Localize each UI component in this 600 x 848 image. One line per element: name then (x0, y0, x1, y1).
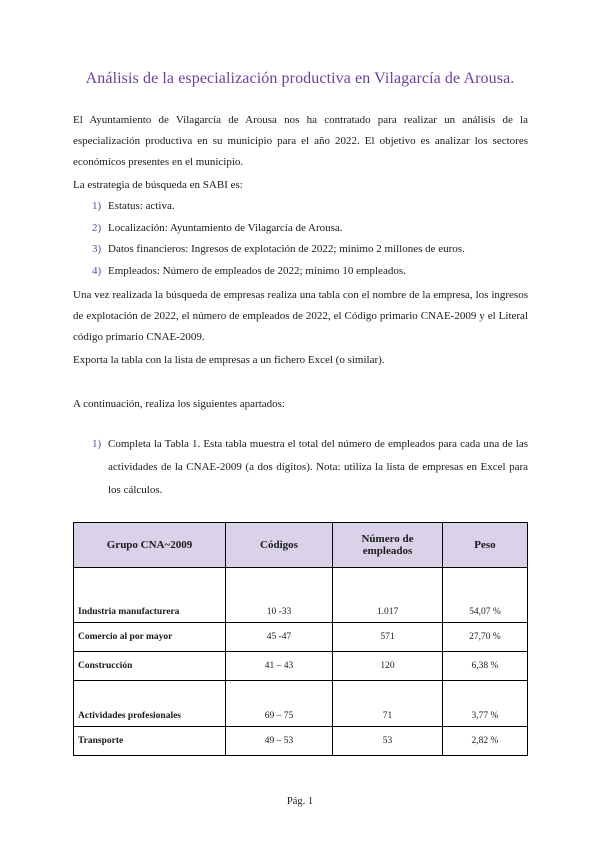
list-item: 4) Empleados: Número de empleados de 2022; mínimo 10 empleados. (92, 264, 406, 277)
task-1 (92, 433, 528, 502)
intro-paragraph: El Ayuntamiento de Vilagarcía de Arousa nos ha contratado para realizar un análisis de la especialización productiva en su municipio para el año 2022. El objetivo es analizar los sectores económicos presentes en el municipio. (73, 114, 528, 168)
table-row: Actividades profesionales 69 – 75 71 3,77 % (74, 681, 528, 727)
header-grupo: Grupo CNA~2009 (74, 523, 226, 568)
table-header-row (74, 523, 528, 568)
header-empleados: Número de empleados (333, 523, 443, 568)
list-item: 3) Datos financieros: Ingresos de explotación de 2022; mínimo 2 millones de euros. (92, 243, 465, 255)
table-row: Comercio al por mayor 45 -47 571 27,70 % (74, 623, 528, 652)
strategy-list (92, 196, 512, 282)
header-peso: Peso (443, 523, 528, 568)
task-text: Completa la Tabla 1. Esta tabla muestra el total del número de empleados para cada una de las actividades de la CNAE-2009 (a dos dígitos). Nota: utiliza la lista de empresas en Excel para los cálculos. (108, 438, 528, 496)
table-row: Transporte 49 – 53 53 2,82 % (74, 727, 528, 756)
document-title: Análisis de la especialización productiva en Vilagarcía de Arousa. (85, 70, 515, 87)
export-paragraph: Exporta la tabla con la lista de empresas a un fichero Excel (o similar). (73, 354, 385, 366)
continue-paragraph: A continuación, realiza los siguientes apartados: (73, 398, 285, 410)
task-number: 1) (92, 438, 102, 450)
list-item: 2) Localización: Ayuntamiento de Vilagarcía de Arousa. (92, 221, 343, 234)
strategy-heading: La estrategia de búsqueda en SABI es: (73, 179, 243, 191)
after-search-paragraph: Una vez realizada la búsqueda de empresas realiza una tabla con el nombre de la empresa, los ingresos de explotación de 2022, el número de empleados de 2022, el Código primario CNAE-2009 y el Literal código primario CNAE-2009. (73, 289, 528, 343)
header-codigos: Códigos (226, 523, 333, 568)
table-row: Industria manufacturera 10 -33 1.017 54,07 % (74, 568, 528, 623)
list-item: 1) Estatus: activa. (92, 200, 175, 212)
page-number: Pág. 1 (286, 796, 314, 807)
table-row: Construcción 41 – 43 120 6,38 % (74, 652, 528, 681)
employees-table (73, 522, 528, 756)
